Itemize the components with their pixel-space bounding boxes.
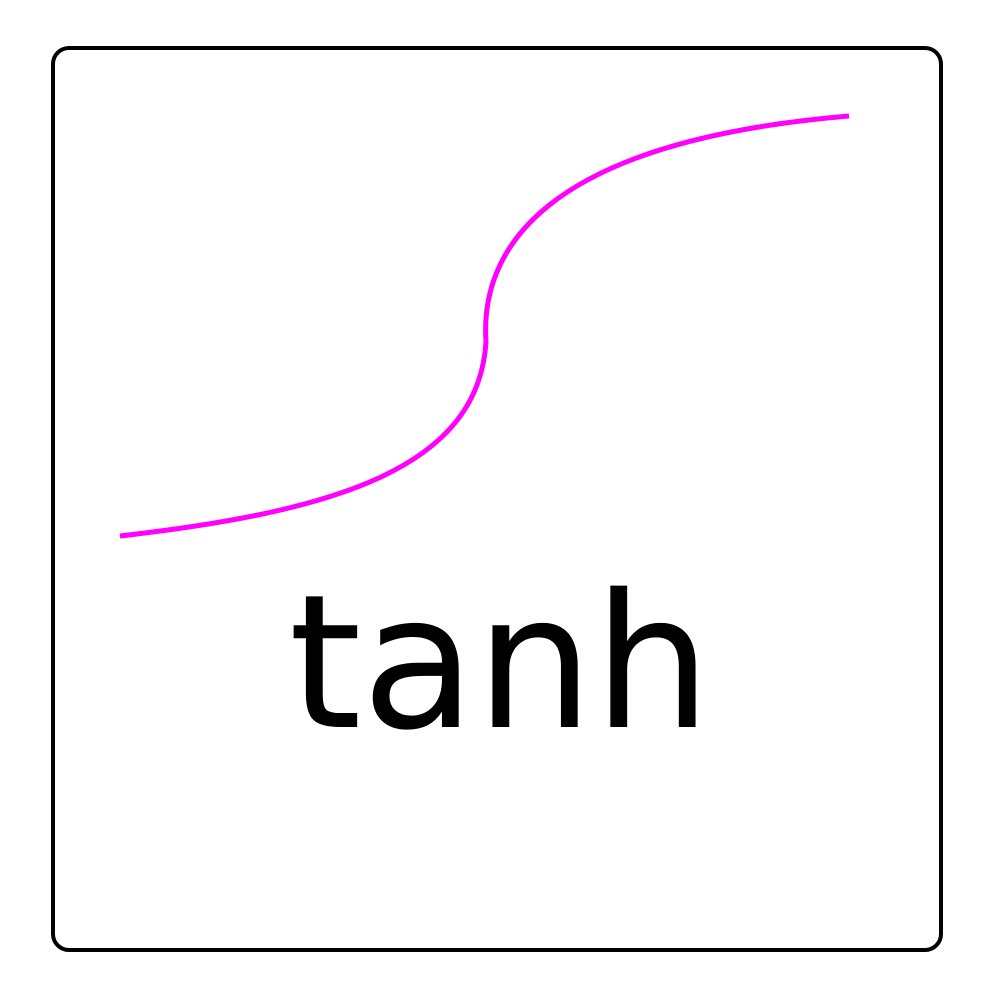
function-label: tanh: [288, 554, 712, 771]
tanh-curve: [120, 116, 849, 536]
